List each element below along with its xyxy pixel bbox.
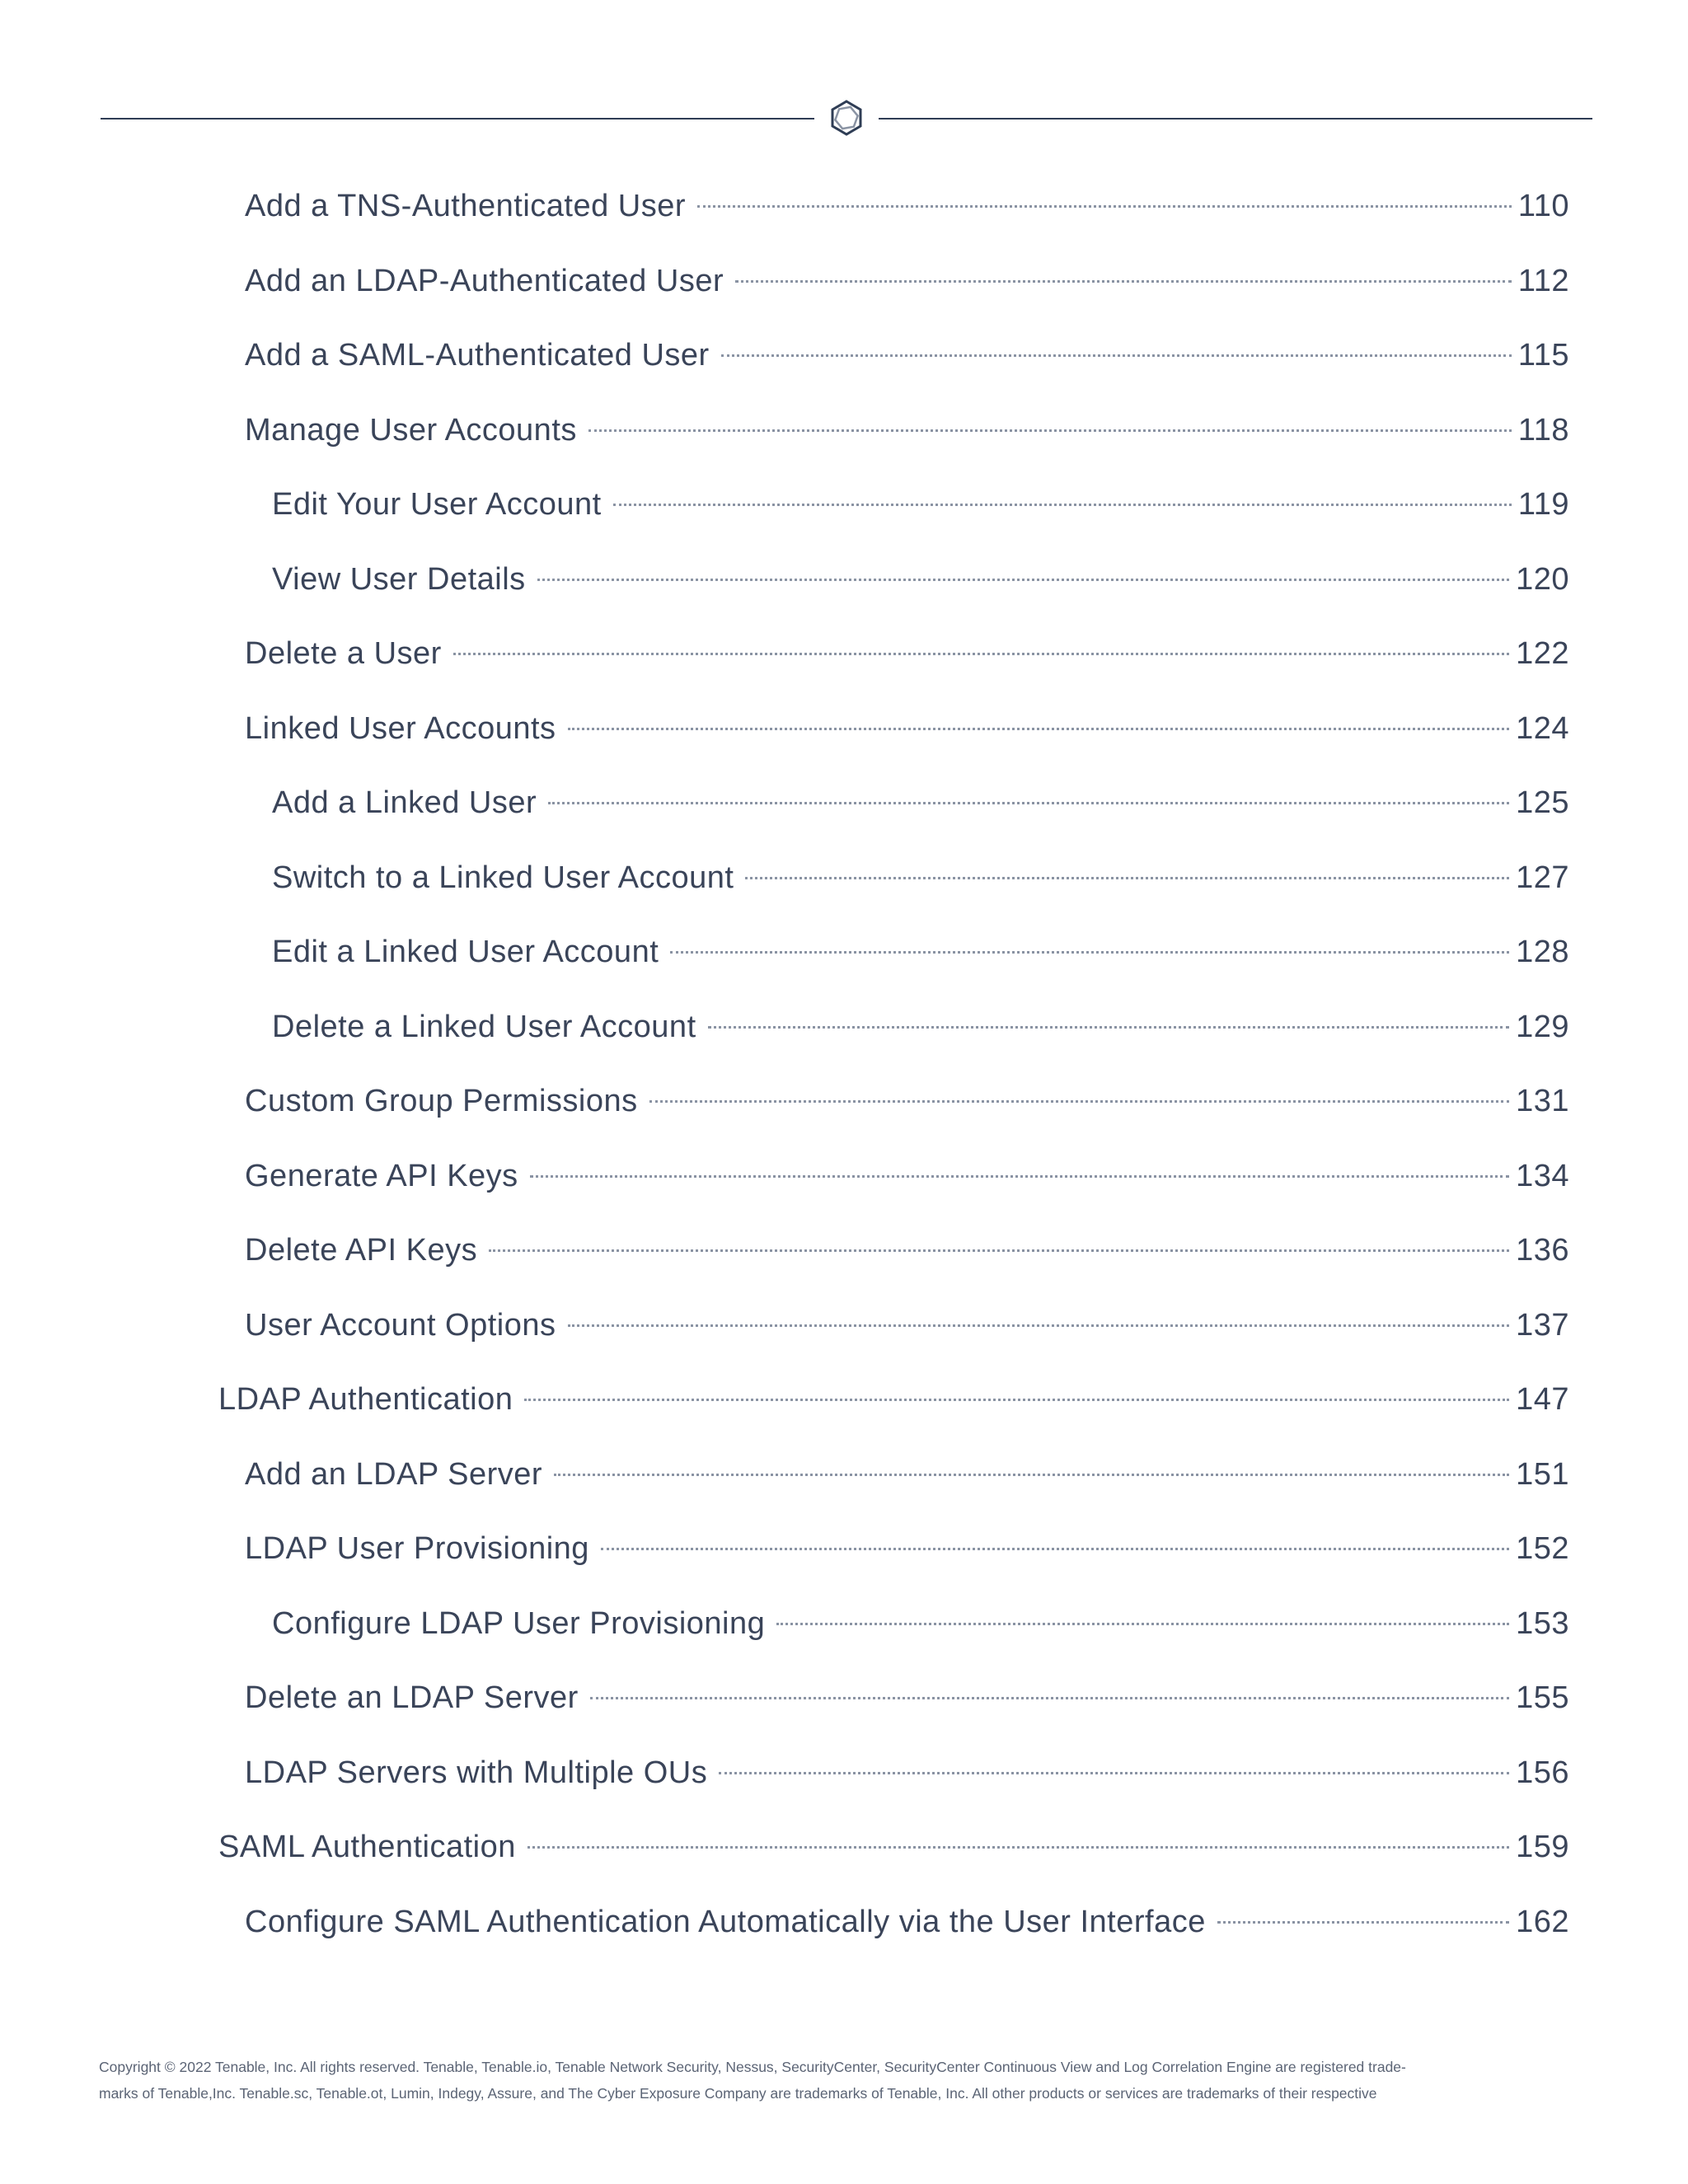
toc-dot-leader	[613, 504, 1512, 506]
toc-entry-title: SAML Authentication	[218, 1830, 516, 1864]
toc-dot-leader	[528, 1846, 1509, 1849]
toc-entry-title: Manage User Accounts	[245, 412, 577, 448]
toc-dot-leader	[776, 1623, 1509, 1625]
toc-dot-leader	[524, 1399, 1509, 1401]
toc-dot-leader	[554, 1474, 1509, 1476]
toc-dot-leader	[489, 1249, 1509, 1252]
toc-entry-title: Add a TNS-Authenticated User	[245, 189, 687, 223]
toc-dot-leader	[649, 1100, 1510, 1103]
toc-entry[interactable]	[245, 1524, 1569, 1573]
toc-page-number: 129	[1516, 1009, 1569, 1044]
tenable-hexagon-logo-icon	[828, 99, 865, 137]
toc-entry[interactable]	[272, 1002, 1569, 1052]
toc-entry-title: Delete an LDAP Server	[245, 1680, 579, 1715]
toc-page-number: 110	[1517, 189, 1569, 223]
toc-dot-leader	[453, 653, 1509, 655]
toc-entry-title: View User Details	[272, 561, 526, 597]
toc-page-number: 137	[1516, 1307, 1569, 1343]
toc-entry[interactable]	[272, 778, 1569, 827]
toc-entry[interactable]	[245, 1673, 1569, 1722]
toc-page-number: 124	[1516, 710, 1569, 746]
toc-entry-title: Edit Your User Account	[272, 487, 602, 522]
toc-dot-leader	[568, 728, 1510, 730]
toc-page-number: 159	[1516, 1830, 1569, 1864]
toc-entry[interactable]	[218, 1375, 1569, 1424]
toc-dot-leader	[548, 802, 1509, 804]
toc-entry-title: Add an LDAP Server	[245, 1456, 543, 1492]
toc-entry[interactable]	[245, 1151, 1569, 1201]
toc-dot-leader	[530, 1175, 1509, 1178]
toc-page-number: 153	[1516, 1605, 1569, 1641]
toc-entry[interactable]	[245, 181, 1569, 231]
toc-entry-title: Add an LDAP-Authenticated User	[245, 263, 724, 298]
toc-page-number: 162	[1516, 1904, 1569, 1939]
toc-entry[interactable]	[245, 405, 1569, 455]
copyright-line-1: Copyright © 2022 Tenable, Inc. All rights reserved. Tenable, Tenable.io, Tenable Network Security, Nessus, SecurityCenter, SecurityCenter Continuous View and Log Correlation Engine are registered trade-	[99, 2059, 1406, 2075]
toc-dot-leader	[568, 1324, 1510, 1327]
header-rule-right	[879, 118, 1592, 120]
toc-page-number: 119	[1517, 487, 1569, 522]
toc-entry[interactable]	[272, 555, 1569, 604]
toc-dot-leader	[745, 877, 1509, 879]
toc-entry-title: User Account Options	[245, 1307, 556, 1343]
toc-entry-title: Delete API Keys	[245, 1233, 478, 1268]
toc-entry[interactable]	[272, 1599, 1569, 1648]
toc-page-number: 151	[1516, 1456, 1569, 1492]
toc-page-number: 115	[1517, 338, 1569, 373]
toc-dot-leader	[721, 354, 1512, 357]
toc-entry[interactable]	[245, 1076, 1569, 1126]
toc-entry[interactable]	[245, 1897, 1569, 1947]
toc-page-number: 128	[1516, 935, 1569, 969]
toc-dot-leader	[735, 280, 1512, 283]
toc-entry[interactable]	[245, 704, 1569, 753]
toc-page-number: 136	[1516, 1233, 1569, 1268]
toc-entry[interactable]	[272, 927, 1569, 977]
toc-entry[interactable]	[272, 480, 1569, 529]
toc-entry[interactable]	[245, 1450, 1569, 1499]
toc-page-number: 134	[1516, 1158, 1569, 1193]
header-rule-left	[101, 118, 814, 120]
toc-page-number: 156	[1516, 1755, 1569, 1790]
toc-entry-title: LDAP User Provisioning	[245, 1531, 589, 1566]
toc-entry-title: Add a SAML-Authenticated User	[245, 338, 710, 373]
toc-entry-title: Generate API Keys	[245, 1158, 518, 1193]
copyright-line-2: marks of Tenable,Inc. Tenable.sc, Tenable.ot, Lumin, Indegy, Assure, and The Cyber Exposure Company are trademarks of Tenable, Inc. All other products or services are trademarks of their respective	[99, 2085, 1377, 2102]
toc-dot-leader	[708, 1026, 1509, 1029]
toc-entry[interactable]	[245, 256, 1569, 306]
toc-entry-title: Configure LDAP User Provisioning	[272, 1605, 766, 1641]
toc-dot-leader	[537, 579, 1509, 581]
toc-page-number: 120	[1516, 561, 1569, 597]
toc-page-number: 122	[1516, 636, 1569, 671]
toc-page-number: 112	[1517, 263, 1569, 298]
toc-entry[interactable]	[272, 853, 1569, 902]
toc-entry-title: Add a Linked User	[272, 785, 537, 820]
toc-page-number: 127	[1516, 860, 1569, 895]
toc-dot-leader	[1217, 1921, 1509, 1924]
toc-dot-leader	[697, 205, 1512, 208]
toc-page-number: 152	[1516, 1531, 1569, 1566]
toc-dot-leader	[719, 1772, 1509, 1774]
toc-entry[interactable]	[218, 1822, 1569, 1872]
toc-entry-title: LDAP Authentication	[218, 1382, 513, 1417]
toc-entry[interactable]	[245, 629, 1569, 678]
toc-entry[interactable]	[245, 330, 1569, 380]
toc-dot-leader	[588, 429, 1512, 432]
toc-entry-title: Custom Group Permissions	[245, 1084, 638, 1118]
toc-entry-title: Edit a Linked User Account	[272, 935, 659, 969]
toc-entry-title: Linked User Accounts	[245, 710, 556, 746]
toc-dot-leader	[590, 1697, 1509, 1699]
toc-entry-title: Configure SAML Authentication Automatically via the User Interface	[245, 1904, 1206, 1939]
toc-entry[interactable]	[245, 1748, 1569, 1797]
toc-page-number: 125	[1516, 785, 1569, 820]
toc-entry-title: Switch to a Linked User Account	[272, 860, 734, 895]
toc-entry[interactable]	[245, 1301, 1569, 1350]
toc-page-number: 155	[1516, 1680, 1569, 1715]
toc-page-number: 131	[1516, 1084, 1569, 1118]
toc-dot-leader	[601, 1548, 1509, 1550]
page-header	[101, 97, 1592, 138]
page-footer	[99, 2054, 1592, 2107]
toc-entry-title: Delete a User	[245, 636, 442, 671]
toc-dot-leader	[670, 951, 1509, 954]
toc-page-number: 118	[1517, 412, 1569, 448]
toc-entry-title: LDAP Servers with Multiple OUs	[245, 1755, 708, 1790]
toc-entry[interactable]	[245, 1226, 1569, 1275]
toc-page-number: 147	[1516, 1382, 1569, 1417]
toc-entry-title: Delete a Linked User Account	[272, 1009, 696, 1044]
